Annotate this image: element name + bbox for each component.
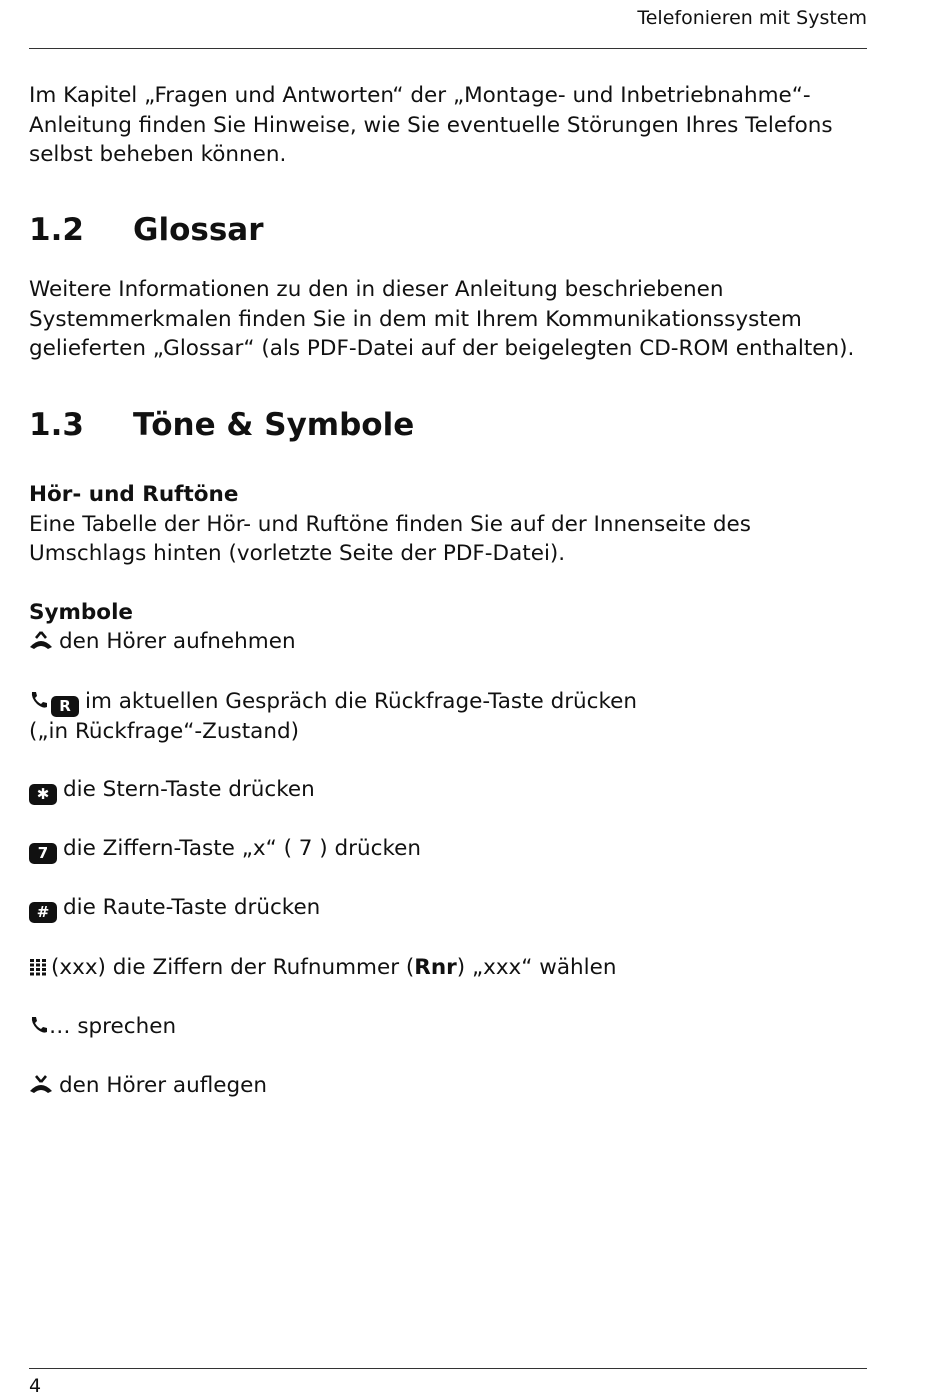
- symbol-text: … sprechen: [49, 1014, 177, 1039]
- star-key-icon: ✱: [29, 784, 57, 805]
- symbol-row-recall: [29, 687, 637, 747]
- tones-paragraph: Eine Tabelle der Hör- und Ruftöne finden Sie auf der Innenseite des Umschlags hinten (vorletzte Seite der PDF-Datei).: [29, 511, 751, 566]
- symbol-row-speak: [29, 1012, 176, 1042]
- symbol-text: die Raute-Taste drücken: [63, 895, 321, 920]
- symbol-text-continued: („in Rückfrage“-Zustand): [29, 719, 300, 744]
- keypad-icon: [29, 958, 47, 976]
- symbol-text: im aktuellen Gespräch die Rückfrage-Taste drücken: [85, 689, 638, 714]
- symbol-text: den Hörer auflegen: [59, 1073, 267, 1098]
- hash-key-icon: #: [29, 902, 57, 923]
- symbol-row-dial: [29, 953, 616, 983]
- symbol-row-onhook: [29, 1071, 267, 1101]
- tones-heading: Hör- und Ruftöne: [29, 482, 239, 507]
- section-heading-glossar: [29, 212, 263, 248]
- symbol-text: den Hörer aufnehmen: [59, 629, 296, 654]
- symbol-row-offhook: [29, 627, 296, 657]
- header-divider: [29, 48, 867, 49]
- handset-icon: [29, 690, 49, 710]
- footer-divider: [29, 1368, 867, 1369]
- symbol-row-hash: [29, 893, 320, 923]
- section-heading-toene: [29, 407, 414, 443]
- section-number: 1.2: [29, 212, 84, 248]
- section-title: Töne & Symbole: [133, 407, 415, 443]
- digit-key-icon: 7: [29, 843, 57, 864]
- symbol-row-star: [29, 775, 315, 805]
- tones-block: [29, 480, 869, 569]
- handset-icon: [29, 1015, 49, 1035]
- symbol-text: die Ziffern-Taste „x“ ( 7 ) drücken: [63, 836, 422, 861]
- glossar-paragraph: Weitere Informationen zu den in dieser Anleitung beschriebenen Systemmerkmalen finden Sie in dem mit Ihrem Kommunikationssystem gelieferten „Glossar“ (als PDF-Datei auf der beigelegten CD-ROM enthalten).: [29, 277, 855, 361]
- symbol-text: die Stern-Taste drücken: [63, 777, 315, 802]
- recall-key-icon: R: [51, 696, 79, 717]
- symbol-text-end: ) „xxx“ wählen: [456, 955, 617, 980]
- symbol-text-bold: Rnr: [414, 955, 457, 980]
- page-number: 4: [29, 1375, 42, 1397]
- section-title: Glossar: [133, 212, 264, 248]
- intro-paragraph: Im Kapitel „Fragen und Antworten“ der „Montage- und Inbetriebnahme“-Anleitung finden Sie Hinweise, wie Sie eventuelle Störungen Ihres Telefons selbst beheben können.: [29, 83, 833, 167]
- symbols-heading: Symbole: [29, 600, 134, 625]
- handset-lift-icon: [29, 630, 53, 650]
- handset-hangup-icon: [29, 1074, 53, 1094]
- section-number: 1.3: [29, 407, 84, 443]
- header-title: Telefonieren mit System: [637, 7, 867, 29]
- symbol-text: (xxx) die Ziffern der Rufnummer (: [51, 955, 415, 980]
- symbol-row-digit: [29, 834, 421, 864]
